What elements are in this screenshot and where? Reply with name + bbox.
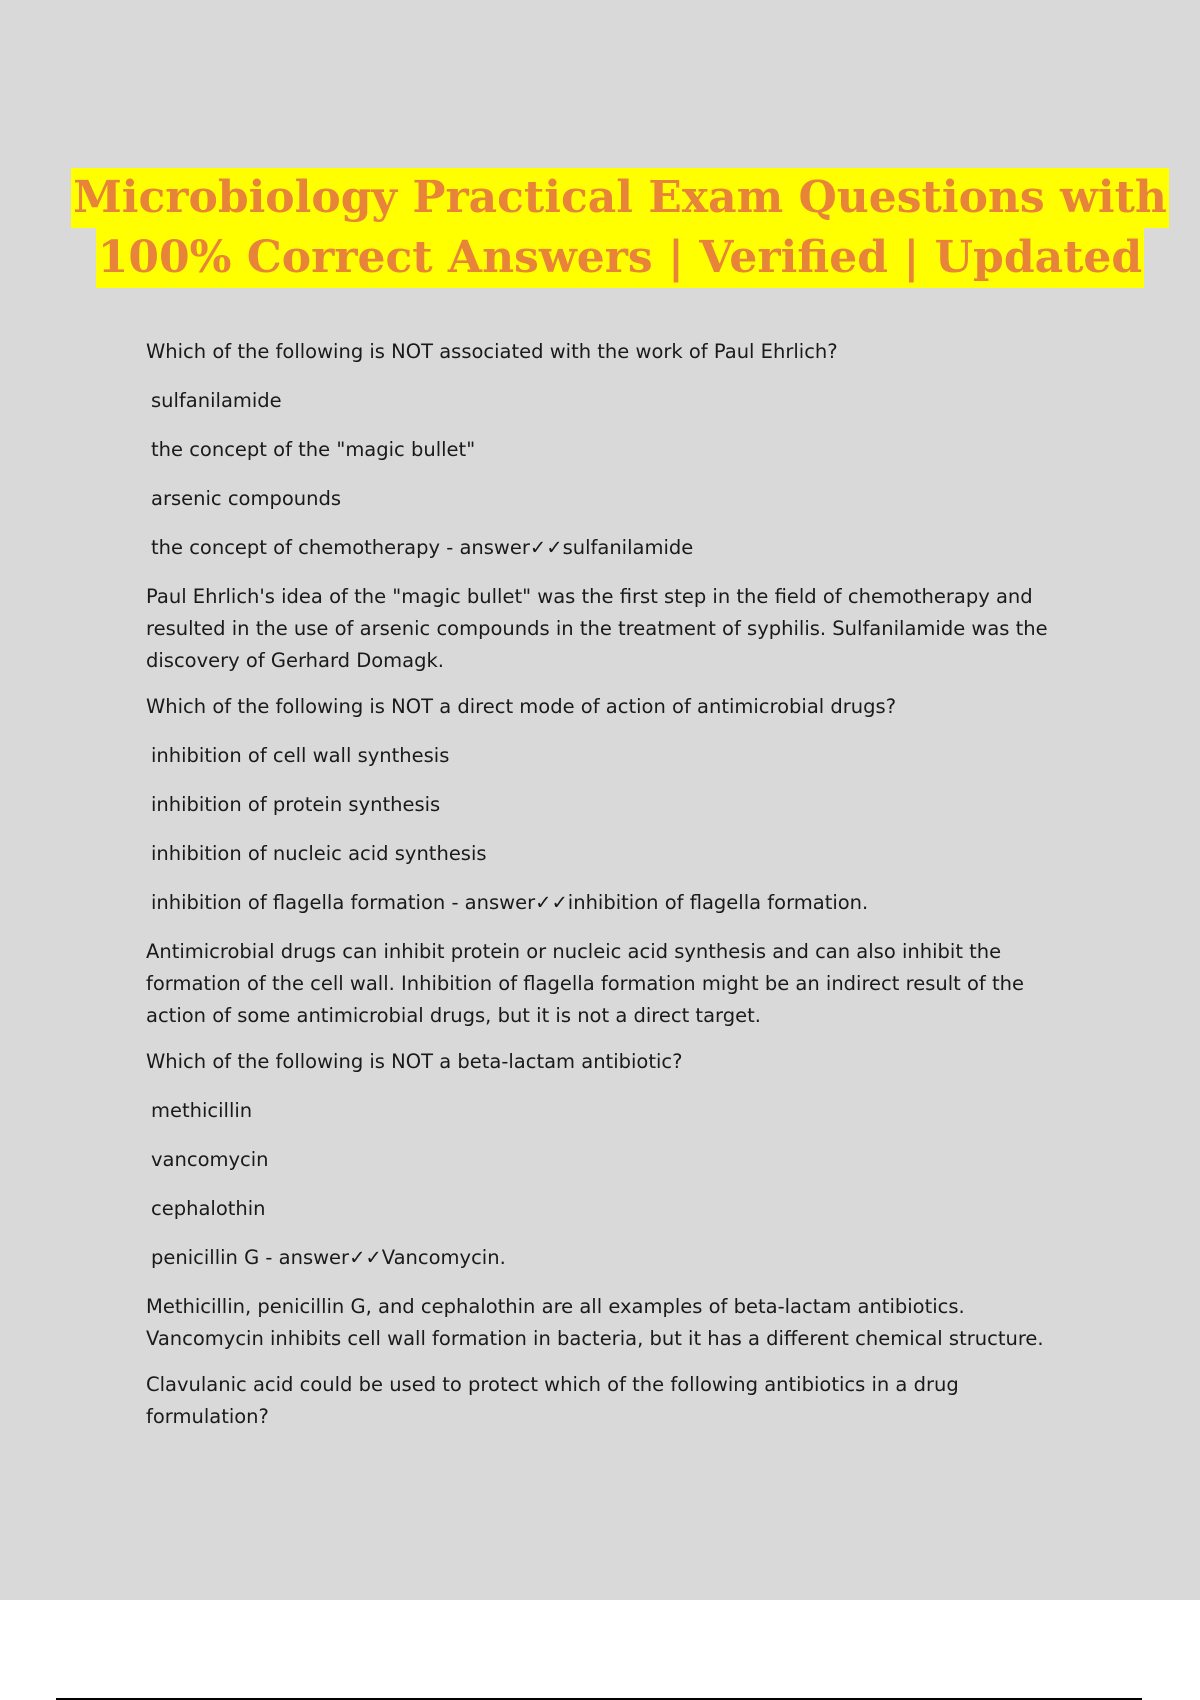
question-text: Clavulanic acid could be used to protect which of the following antibiotics in a drug formulation? [146, 1373, 959, 1428]
question-text: Which of the following is NOT associated with the work of Paul Ehrlich? [146, 340, 838, 363]
answer-option-with-answer: penicillin G - answer✓✓Vancomycin. [151, 1246, 506, 1269]
answer-option-with-answer: inhibition of flagella formation - answer✓✓inhibition of flagella formation. [151, 891, 869, 914]
question-text: Which of the following is NOT a direct mode of action of antimicrobial drugs? [146, 695, 897, 718]
answer-option: inhibition of protein synthesis [151, 793, 441, 816]
answer-option-with-answer: the concept of chemotherapy - answer✓✓sulfanilamide [151, 536, 694, 559]
document-body [146, 336, 1066, 1450]
answer-explanation: Antimicrobial drugs can inhibit protein or nucleic acid synthesis and can also inhibit the formation of the cell wall. Inhibition of flagella formation might be an indirect result of the action of some antimicrobial drugs, but it is not a direct target. [146, 940, 1024, 1027]
title-line-2: 100% Correct Answers | Verified | Updated [96, 228, 1144, 288]
answer-option: arsenic compounds [151, 487, 342, 510]
answer-option: methicillin [151, 1099, 253, 1122]
title-line-1: Microbiology Practical Exam Questions with [71, 168, 1169, 228]
answer-option: vancomycin [151, 1148, 269, 1171]
answer-explanation: Methicillin, penicillin G, and cephalothin are all examples of beta-lactam antibiotics. Vancomycin inhibits cell wall formation in bacteria, but it has a different chemical structure. [146, 1295, 1044, 1350]
answer-option: inhibition of nucleic acid synthesis [151, 842, 487, 865]
answer-option: sulfanilamide [151, 389, 282, 412]
question-text: Which of the following is NOT a beta-lactam antibiotic? [146, 1050, 683, 1073]
answer-option: inhibition of cell wall synthesis [151, 744, 450, 767]
answer-option: cephalothin [151, 1197, 266, 1220]
document-title [0, 168, 1200, 288]
answer-explanation: Paul Ehrlich's idea of the "magic bullet" was the first step in the field of chemotherapy and resulted in the use of arsenic compounds in the treatment of syphilis. Sulfanilamide was the discovery of Gerhard Domagk. [146, 585, 1048, 672]
answer-option: the concept of the "magic bullet" [151, 438, 476, 461]
